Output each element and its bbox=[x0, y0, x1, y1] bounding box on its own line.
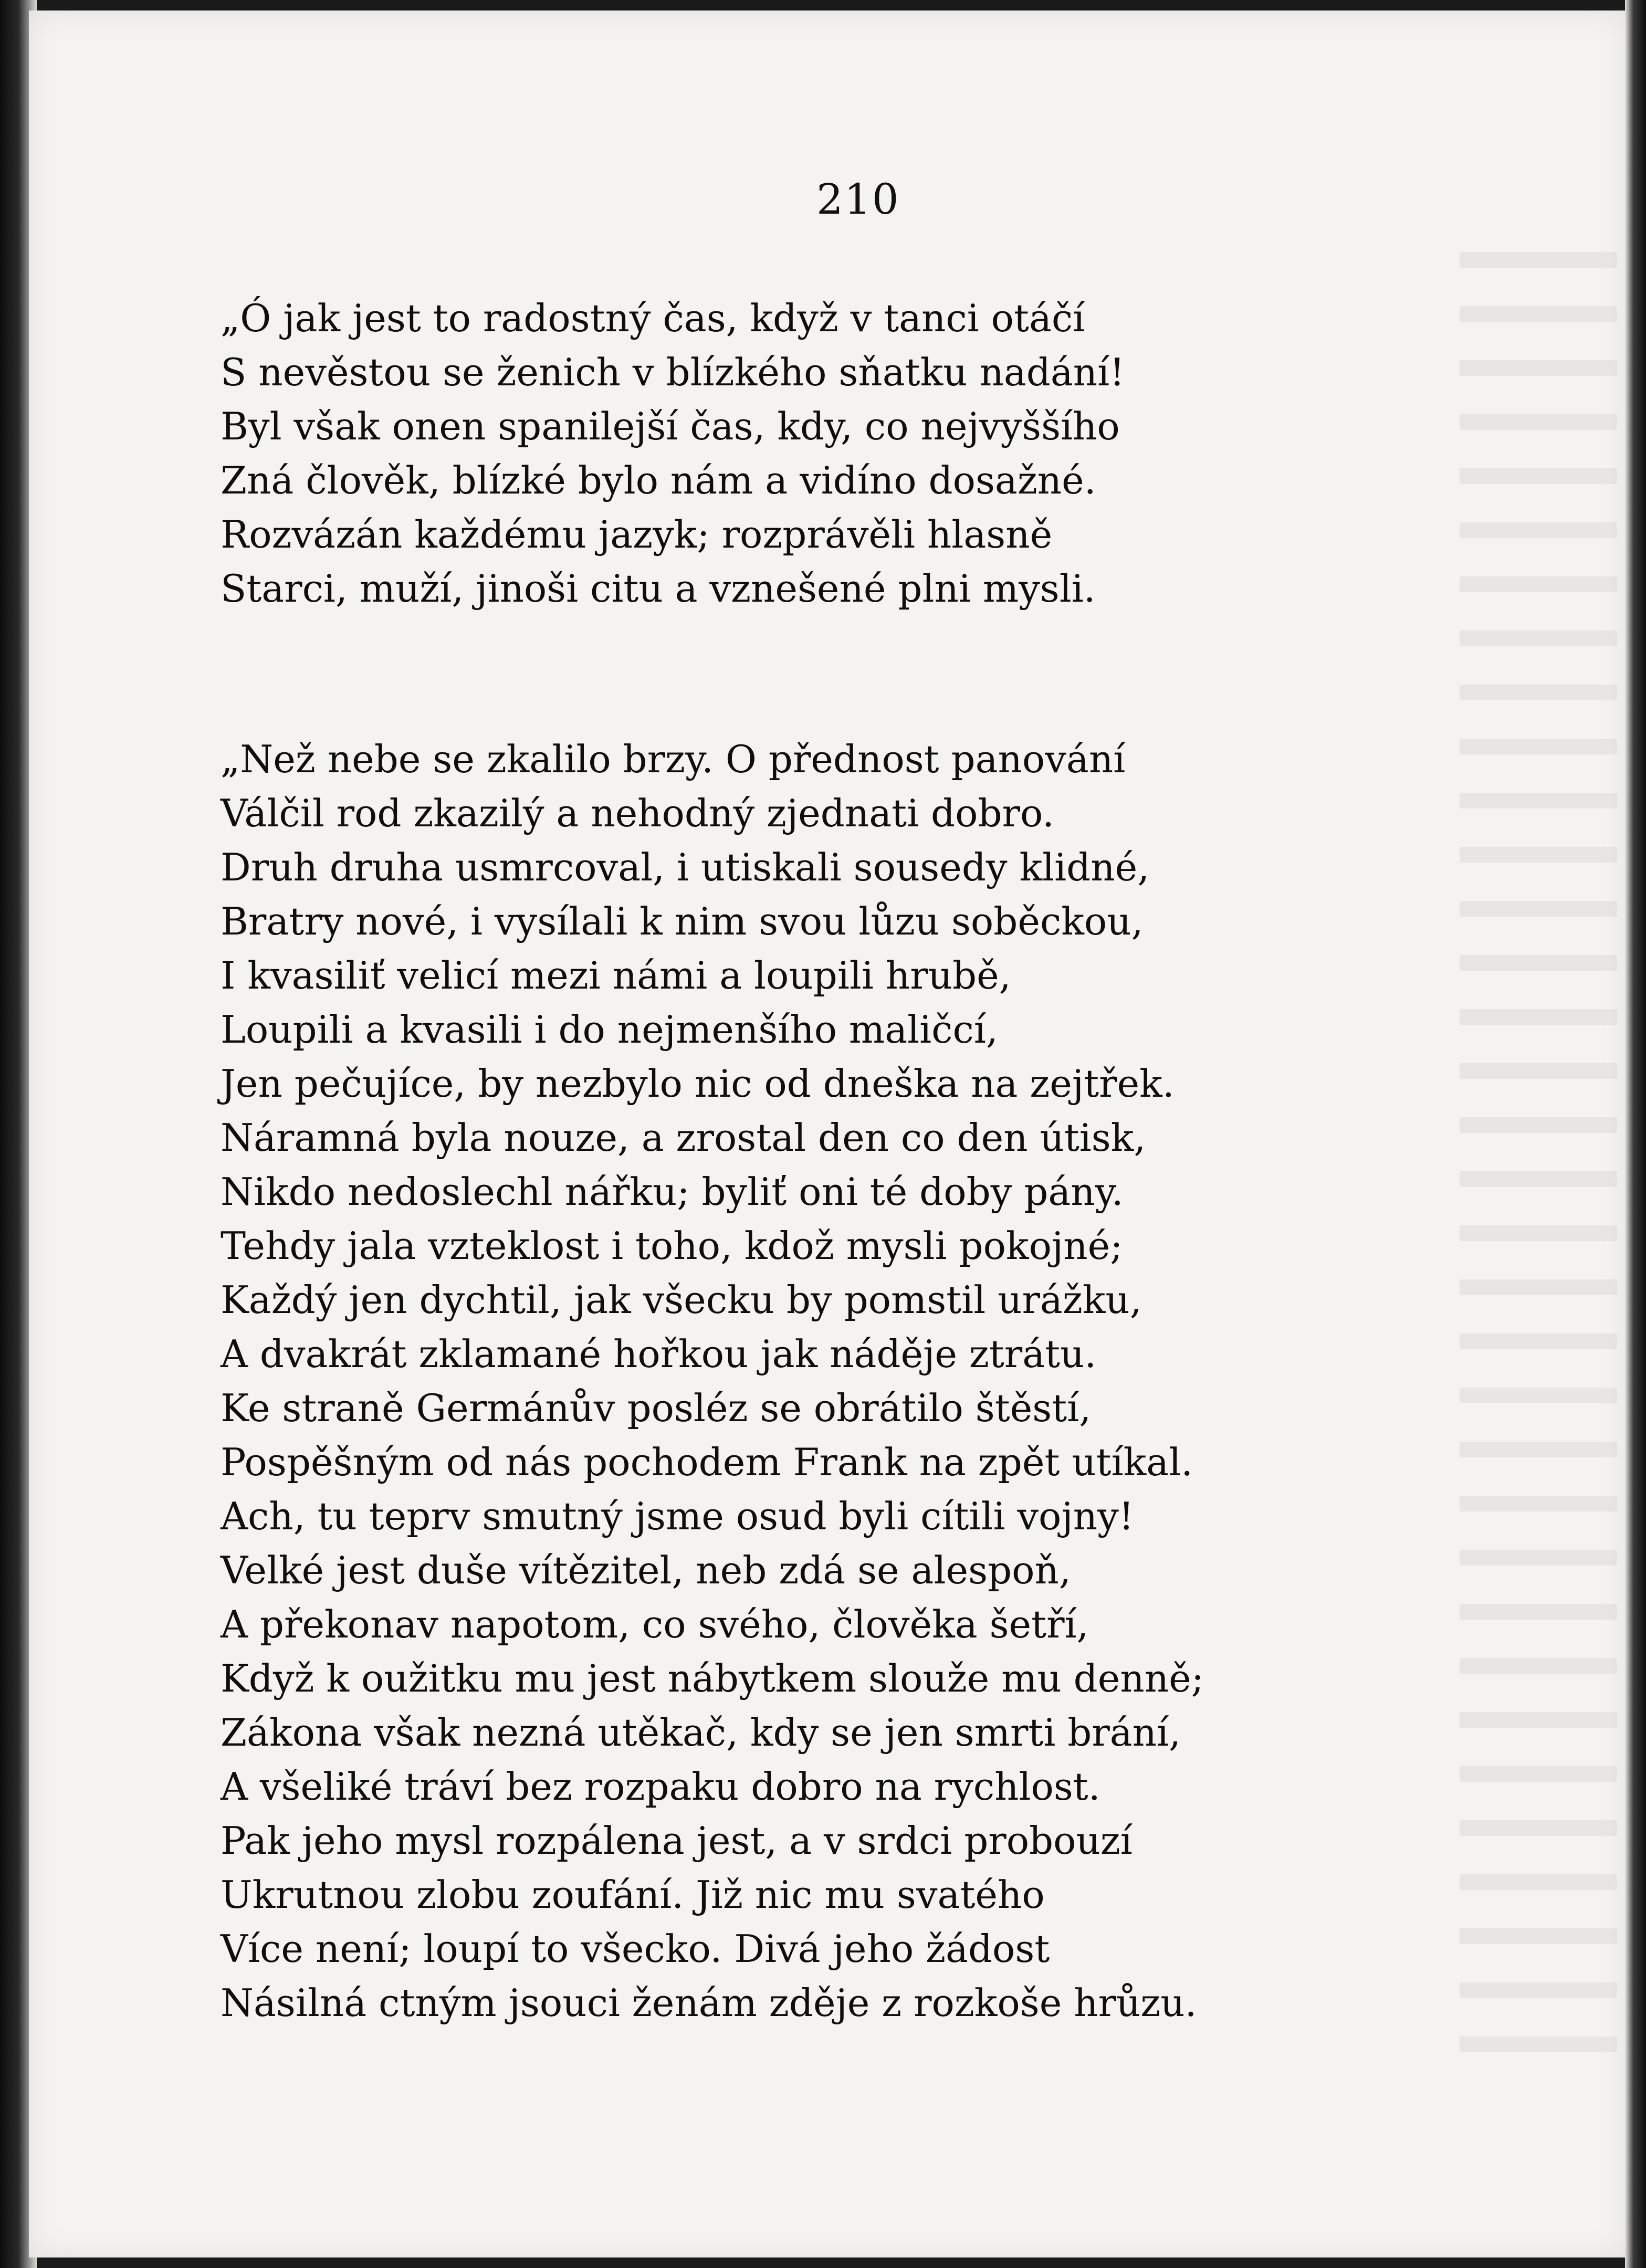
poem-line: A překonav napotom, co svého, člověka šetří, bbox=[221, 1602, 1089, 1646]
poem-line: Tehdy jala vzteklost i toho, kdož mysli pokojné; bbox=[221, 1224, 1123, 1268]
poem-line: Velké jest duše vítězitel, neb zdá se alespoň, bbox=[221, 1548, 1071, 1592]
poem-line: Jen pečujíce, by nezbylo nic od dneška na zejtřek. bbox=[221, 1062, 1175, 1106]
poem-line: Ach, tu teprv smutný jsme osud byli cítili vojny! bbox=[221, 1494, 1134, 1538]
poem-line: Rozvázán každému jazyk; rozprávěli hlasně bbox=[221, 512, 1053, 556]
poem-line: Ukrutnou zlobu zoufání. Již nic mu svatého bbox=[221, 1873, 1045, 1917]
poem-line: Každý jen dychtil, jak všecku by pomstil urážku, bbox=[221, 1278, 1142, 1322]
poem-line: Byl však onen spanilejší čas, kdy, co nejvyššího bbox=[221, 404, 1120, 448]
poem-line: Zná člověk, blízké bylo nám a vidíno dosažné. bbox=[221, 458, 1096, 502]
poem-line: Když k oužitku mu jest nábytkem slouže mu denně; bbox=[221, 1656, 1204, 1700]
poem-line: Starci, muží, jinoši citu a vznešené plni mysli. bbox=[221, 566, 1096, 611]
poem-line: Zákona však nezná utěkač, kdy se jen smrti brání, bbox=[221, 1710, 1181, 1755]
poem-line: „Než nebe se zkalilo brzy. O přednost panování bbox=[221, 737, 1126, 781]
poem-line: Násilná ctným jsouci ženám zděje z rozkoše hrůzu. bbox=[221, 1981, 1197, 2025]
poem-line: S nevěstou se ženich v blízkého sňatku nadání! bbox=[221, 350, 1125, 394]
page-number: 210 bbox=[816, 175, 900, 224]
poem-line: Bratry nové, i vysílali k nim svou lůzu soběckou, bbox=[221, 899, 1144, 943]
poem-line: Pospěšným od nás pochodem Frank na zpět utíkal. bbox=[221, 1440, 1193, 1484]
show-through-text bbox=[1460, 252, 1617, 2090]
poem-line: I kvasiliť velicí mezi námi a loupili hrubě, bbox=[221, 953, 1011, 998]
poem-line: „Ó jak jest to radostný čas, když v tanci otáčí bbox=[221, 296, 1085, 340]
poem-line: Náramná byla nouze, a zrostal den co den útisk, bbox=[221, 1116, 1146, 1160]
poem-line: A dvakrát zklamané hořkou jak náděje ztrátu. bbox=[221, 1332, 1097, 1376]
poem-line: Druh druha usmrcoval, i utiskali sousedy klidné, bbox=[221, 845, 1150, 889]
poem-line: Pak jeho mysl rozpálena jest, a v srdci probouzí bbox=[221, 1819, 1133, 1863]
poem-line: Loupili a kvasili i do nejmenšího maličcí, bbox=[221, 1007, 998, 1052]
stanza bbox=[221, 732, 1470, 2030]
poem-line: Válčil rod zkazilý a nehodný zjednati dobro. bbox=[221, 791, 1054, 835]
poem-line: A všeliké tráví bez rozpaku dobro na rychlost. bbox=[221, 1765, 1100, 1809]
poem-line: Více není; loupí to všecko. Divá jeho žádost bbox=[221, 1927, 1050, 1971]
stanza bbox=[221, 291, 1470, 616]
poem-line: Nikdo nedoslechl nářku; byliť oni té doby pány. bbox=[221, 1170, 1124, 1214]
book-edge-right bbox=[1625, 0, 1646, 2268]
poem-line: Ke straně Germánův posléz se obrátilo štěstí, bbox=[221, 1386, 1092, 1430]
